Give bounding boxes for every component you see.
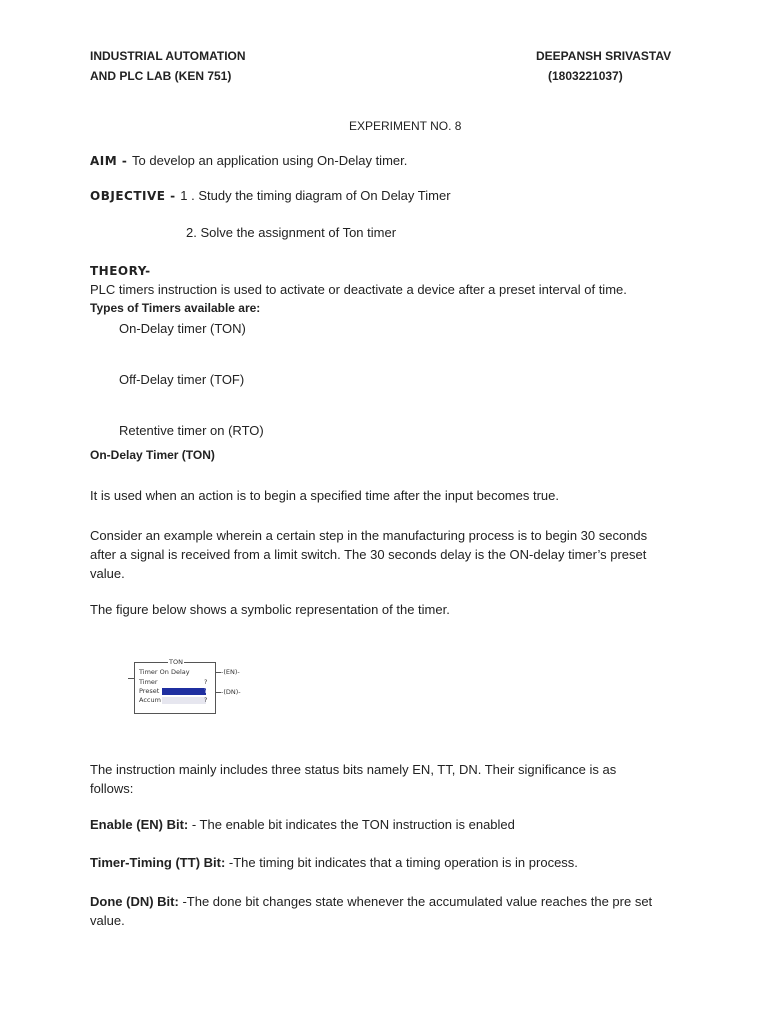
ton-preset-field [162,688,206,695]
ton-en-label: EN [225,668,235,676]
ton-en-output: -(EN)- [221,668,240,676]
course-title-line2: AND PLC LAB (KEN 751) [90,69,232,83]
aim-text: To develop an application using On-Delay timer. [132,153,408,168]
ton-block-name: Timer On Delay [139,668,190,676]
objective-line [90,188,451,204]
ton-input-rung [128,678,134,679]
ton-row-preset-value: ? [204,687,208,695]
timer-types-heading: Types of Timers available are: [90,301,261,315]
status-bit-dn-label: Done (DN) Bit: [90,894,179,909]
status-bit-dn [90,892,670,930]
on-delay-paragraph-1: It is used when an action is to begin a specified time after the input becomes true. [90,488,559,503]
ton-accum-field [162,697,206,704]
aim-label: AIM - [90,154,133,168]
objective-label: OBJECTIVE - [90,189,181,203]
ton-dn-output: -(DN)- [221,688,241,696]
ton-block-title: TON [169,658,183,666]
timer-type-tof: Off-Delay timer (TOF) [119,372,245,387]
student-name: DEEPANSH SRIVASTAV [536,49,672,63]
theory-intro: PLC timers instruction is used to activate or deactivate a device after a preset interval of time. [90,282,627,297]
on-delay-heading: On-Delay Timer (TON) [90,448,215,462]
aim-line [90,153,407,169]
status-bit-tt-label: Timer-Timing (TT) Bit: [90,855,226,870]
objective-item-2: 2. Solve the assignment of Ton timer [186,225,397,240]
ton-dn-label: DN [225,688,236,696]
experiment-title: EXPERIMENT NO. 8 [349,119,462,133]
ton-row-accum-value: ? [204,696,208,704]
ton-timer-block [128,656,252,716]
status-bit-tt-text: -The timing bit indicates that a timing operation is in process. [225,855,578,870]
status-bit-en [90,817,515,833]
on-delay-paragraph-3: The figure below shows a symbolic representation of the timer. [90,602,450,617]
student-roll-number: (1803221037) [548,69,623,83]
on-delay-paragraph-2: Consider an example wherein a certain step in the manufacturing process is to begin 30 seconds after a signal is received from a limit switch. The 30 seconds delay is the ON-delay timer’s preset value. [90,528,648,581]
status-bit-en-text: - The enable bit indicates the TON instruction is enabled [188,817,515,832]
ton-row-preset-label: Preset [139,687,160,695]
status-bit-dn-text: -The done bit changes state whenever the accumulated value reaches the pre set value. [90,894,653,928]
objective-item-1: 1 . Study the timing diagram of On Delay Timer [180,188,451,203]
timer-type-ton: On-Delay timer (TON) [119,321,246,336]
ton-row-timer-label: Timer [139,678,158,686]
status-bit-tt [90,855,578,871]
status-bit-en-label: Enable (EN) Bit: [90,817,189,832]
ton-row-timer-value: ? [204,678,208,686]
ton-row-accum-label: Accum [139,696,161,704]
theory-label: THEORY- [90,264,151,278]
status-bits-intro: The instruction mainly includes three status bits namely EN, TT, DN. Their significance is as follows: [90,762,617,796]
timer-type-rto: Retentive timer on (RTO) [119,423,264,438]
course-title-line1: INDUSTRIAL AUTOMATION [90,49,246,63]
